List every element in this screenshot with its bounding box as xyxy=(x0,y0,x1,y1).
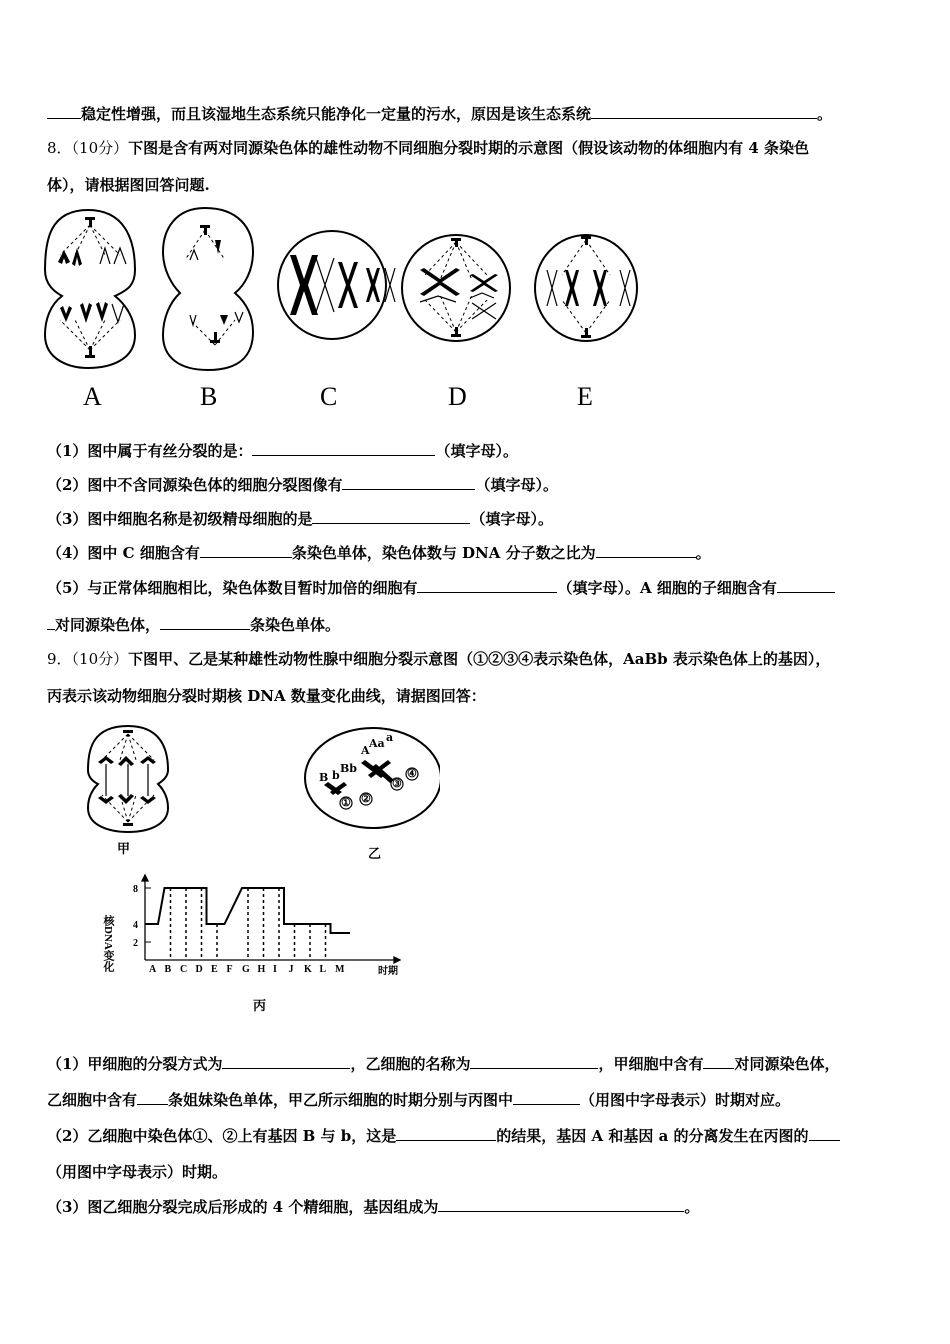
gene-b: b xyxy=(332,769,340,782)
x-tick-I: I xyxy=(273,964,277,975)
blank[interactable] xyxy=(470,1053,598,1069)
y-tick-2: 2 xyxy=(133,938,138,949)
text: 条染色单体。 xyxy=(250,616,341,634)
gene-a: a xyxy=(386,731,394,744)
text: 。 xyxy=(817,105,833,123)
q8-4 xyxy=(47,542,910,563)
q9-stem-2 xyxy=(47,686,910,706)
cell-label-C: C xyxy=(320,382,338,411)
question-number: 9． xyxy=(47,650,72,668)
cell-label-B: B xyxy=(200,382,218,411)
q8-5 xyxy=(47,577,910,598)
gene-B: B xyxy=(319,771,329,784)
blank[interactable] xyxy=(596,542,696,558)
chrom-3: ③ xyxy=(392,777,402,790)
text: 条染色单体，染色体数与 DNA 分子数之比为 xyxy=(291,544,596,562)
q8-5-cont xyxy=(47,614,910,635)
q9-stem xyxy=(47,649,910,669)
text: （3）图中细胞名称是初级精母细胞的是 xyxy=(47,510,313,528)
text: （填字母）。A 细胞的子细胞含有 xyxy=(557,579,777,597)
text: 下图是含有两对同源染色体的雄性动物不同细胞分裂时期的示意图（假设该动物的体细胞内有 4 条染色 xyxy=(128,139,810,157)
text: （2）图中不含同源染色体的细胞分裂图像有 xyxy=(47,476,343,494)
x-axis-label: 时期 xyxy=(378,966,398,977)
x-tick-C: C xyxy=(180,964,188,975)
cell-label-E: E xyxy=(577,382,593,411)
text-line-1 xyxy=(47,103,910,124)
x-tick-G: G xyxy=(242,964,250,975)
x-tick-H: H xyxy=(257,964,266,975)
cell-label-D: D xyxy=(448,382,467,411)
text: （5）与正常体细胞相比，染色体数目暂时加倍的细胞有 xyxy=(47,579,418,597)
question-number: 8． xyxy=(47,139,72,157)
text: （2）乙细胞中染色体①、②上有基因 B 与 b，这是 xyxy=(47,1127,397,1145)
text: 乙细胞中含有 xyxy=(47,1091,138,1109)
q9-1-cont xyxy=(47,1089,910,1110)
x-tick-D: D xyxy=(195,964,203,975)
text: （4）图中 C 细胞含有 xyxy=(47,544,200,562)
text: 条姐妹染色单体，甲乙所示细胞的时期分别与丙图中 xyxy=(168,1091,514,1109)
q8-stem-2 xyxy=(47,175,910,195)
blank[interactable] xyxy=(703,1053,734,1069)
text: 对同源染色体， xyxy=(734,1055,840,1073)
y-axis-label: 核DNA变化 xyxy=(102,915,114,972)
gene-Aa: Aa xyxy=(369,737,385,750)
text: （填字母）。 xyxy=(475,476,558,494)
chrom-2: ② xyxy=(361,792,371,805)
dna-chart xyxy=(100,870,410,985)
blank[interactable] xyxy=(252,440,435,456)
text: （1）图中属于有丝分裂的是： xyxy=(47,442,253,460)
gene-Bb: Bb xyxy=(340,762,357,775)
q9-2 xyxy=(47,1125,910,1146)
blank[interactable] xyxy=(47,614,55,630)
q9-3 xyxy=(47,1196,910,1217)
q9-2-cont xyxy=(47,1162,910,1182)
text: 。 xyxy=(684,1198,700,1216)
x-tick-E: E xyxy=(211,964,218,975)
q8-2 xyxy=(47,474,910,495)
gene-A: A xyxy=(361,744,370,757)
label-yi: 乙 xyxy=(368,847,382,862)
blank[interactable] xyxy=(200,542,292,558)
x-tick-M: M xyxy=(335,964,345,975)
text: 下图甲、乙是某种雄性动物性腺中细胞分裂示意图（①②③④表示染色体，AaBb 表示染色体上的基因）， xyxy=(128,650,831,668)
text: ，乙细胞的名称为 xyxy=(350,1055,471,1073)
text: 对同源染色体， xyxy=(55,616,161,634)
blank[interactable] xyxy=(438,1196,684,1212)
label-jia: 甲 xyxy=(117,842,131,857)
blank[interactable] xyxy=(513,1089,580,1105)
text: （1）甲细胞的分裂方式为 xyxy=(47,1055,223,1073)
blank[interactable] xyxy=(342,474,475,490)
text: （填字母）。 xyxy=(470,510,553,528)
q8-stem xyxy=(47,138,910,158)
blank[interactable] xyxy=(809,1125,840,1141)
blank[interactable] xyxy=(222,1053,350,1069)
cell-label-A: A xyxy=(83,382,102,411)
text: 稳定性增强，而且该湿地生态系统只能净化一定量的污水，原因是该生态系统 xyxy=(81,105,592,123)
blank[interactable] xyxy=(591,103,817,119)
q9-1 xyxy=(47,1053,910,1074)
blank[interactable] xyxy=(312,508,470,524)
chrom-4: ④ xyxy=(407,767,417,780)
score: （10分） xyxy=(71,139,129,157)
text: 丙表示该动物细胞分裂时期核 DNA 数量变化曲线，请据图回答： xyxy=(47,687,486,705)
blank[interactable] xyxy=(417,577,557,593)
x-tick-B: B xyxy=(164,964,172,975)
chrom-1: ① xyxy=(341,796,351,809)
x-tick-J: J xyxy=(288,964,294,975)
q8-1 xyxy=(47,440,910,461)
q8-3 xyxy=(47,508,910,529)
blank[interactable] xyxy=(137,1089,168,1105)
y-tick-4: 4 xyxy=(133,920,138,931)
text: 。 xyxy=(695,544,711,562)
blank[interactable] xyxy=(396,1125,496,1141)
blank[interactable] xyxy=(160,614,250,630)
text: （填字母）。 xyxy=(435,442,518,460)
blank[interactable] xyxy=(47,103,81,119)
text: （用图中字母表示）时期对应。 xyxy=(580,1091,791,1109)
text: （3）图乙细胞分裂完成后形成的 4 个精细胞，基因组成为 xyxy=(47,1198,439,1216)
label-bing: 丙 xyxy=(253,999,267,1014)
text: 的结果，基因 A 和基因 a 的分离发生在丙图的 xyxy=(496,1127,809,1145)
x-tick-A: A xyxy=(149,964,157,975)
x-tick-L: L xyxy=(319,964,327,975)
y-tick-8: 8 xyxy=(133,884,138,895)
x-tick-K: K xyxy=(304,964,312,975)
text: （用图中字母表示）时期。 xyxy=(47,1163,228,1181)
figure-8-cells xyxy=(40,200,660,375)
x-tick-F: F xyxy=(226,964,233,975)
text: ，甲细胞中含有 xyxy=(598,1055,704,1073)
blank[interactable] xyxy=(777,577,835,593)
text: 体），请根据图回答问题. xyxy=(47,176,210,194)
score: （10分） xyxy=(71,650,129,668)
